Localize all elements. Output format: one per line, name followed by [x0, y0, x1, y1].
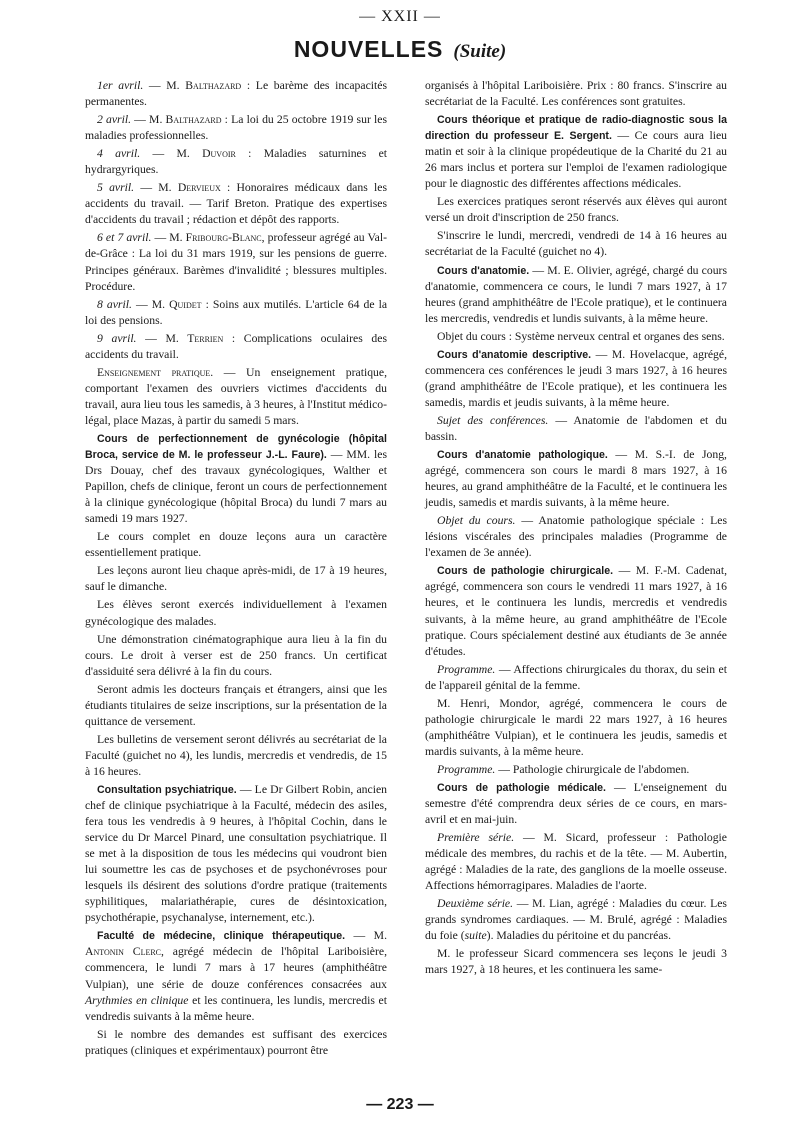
notice-paragraph: Cours d'anatomie descriptive. — M. Hovelacque, agrégé, commencera ces conférences le jeudi 3 mars 1927, à 16 heures (grand amphithéâtre de l'Ecole pratique), et les continuera les samedis, mardis et jeudis suivants, à la même heure.: [425, 347, 727, 409]
body-paragraph: Les exercices pratiques seront réservés aux élèves qui auront versé un droit d'inscription de 250 francs.: [425, 195, 727, 225]
schedule-entry: 5 avril. — M. Dervieux : Honoraires médicaux dans les accidents du travail. — Tarif Breton. Pratique des expertises d'accidents du travail ; rédaction et dépôt des rapports.: [85, 181, 387, 227]
roman-page-number: — XXII —: [359, 8, 441, 25]
notice-paragraph: Enseignement pratique. — Un enseignement pratique, comportant l'examen des ouvriers victimes d'accidents du travail, aura lieu tous les samedis, à 3 heures, à l'Institut médico-légal, place Mazas, à partir du samedi 5 mars.: [85, 365, 387, 427]
body-paragraph: Programme. — Affections chirurgicales du thorax, du sein et de l'appareil génital de la femme.: [425, 662, 727, 692]
body-paragraph: Les leçons auront lieu chaque après-midi, de 17 à 19 heures, sauf le dimanche.: [85, 564, 387, 594]
body-paragraph: Les bulletins de versement seront délivrés au secrétariat de la Faculté (guichet no 4), les lundis, mercredis et vendredis, de 15 à 16 heures.: [85, 732, 387, 778]
body-paragraph: Une démonstration cinématographique aura lieu à la fin du cours. Le droit à verser est de 250 francs. Un certificat d'assiduité sera délivré à la fin du cours.: [85, 632, 387, 678]
body-paragraph: Programme. — Pathologie chirurgicale de l'abdomen.: [437, 762, 690, 776]
notice-paragraph: Cours de pathologie médicale. — L'enseignement du semestre d'été comprendra deux séries de ce cours, en mars-avril et en mai-juin.: [425, 780, 727, 827]
notice-paragraph: Cours d'anatomie pathologique. — M. S.-I. de Jong, agrégé, commencera son cours le mardi 8 mars 1927, à 16 heures, au grand amphithéâtre de la Faculté, et le continuera les jeudis, samedis et mardis suivants, à la même heure.: [425, 448, 727, 510]
schedule-entry: 2 avril. — M. Balthazard : La loi du 25 octobre 1919 sur les maladies professionnelles.: [85, 113, 387, 143]
body-paragraph: Objet du cours : Système nerveux central et organes des sens.: [437, 329, 725, 343]
title-text: NOUVELLES: [293, 36, 444, 62]
notice-heading: Cours d'anatomie.: [437, 264, 530, 277]
notice-paragraph: Consultation psychiatrique. — Le Dr Gilbert Robin, ancien chef de clinique psychiatrique à la Faculté, médecin des asiles, fera tous les vendredis à 9 heures, à l'hôpital Cochin, dans le service du Dr Marcel Pinard, une consultation psychiatrique. Il se met à la disposition de tous les médecins qui voudront bien lui soumettre les cas de psychoses et de psychonévroses pour lesquels ils désirent des solutions d'ordre pratique (traitements syphilitiques, malariathérapie, cures de désintoxication, psychothérapie, psychanalyse, internement, etc.).: [85, 782, 387, 925]
notice-paragraph: Cours théorique et pratique de radio-diagnostic sous la direction du professeur E. Sergent. — Ce cours aura lieu matin et soir à la clinique propédeutique de la Charité du 21 au 26 mars inclus et portera sur l'emploi de l'examen radiologique pour le diagnostic des différentes affections médicales.: [425, 114, 727, 191]
right-column: [425, 78, 727, 981]
notice-heading: Cours d'anatomie descriptive.: [437, 348, 592, 361]
notice-heading: Cours théorique et pratique de radio-diagnostic sous la direction du professeur E. Sergent.: [425, 114, 727, 143]
notice-paragraph: Faculté de médecine, clinique thérapeutique. — M. Antonin Clerc, agrégé médecin de l'hôpital Lariboisière, commencera, le lundi 7 mars à 17 heures (amphithéâtre Vulpian), une série de douze conférences consacrées aux Arythmies en clinique et les continuera, les lundis, mercredis et vendredis suivants à la même heure.: [85, 929, 387, 1023]
notice-heading: Faculté de médecine, clinique thérapeutique.: [97, 930, 346, 943]
schedule-entry: 1er avril. — M. Balthazard : Le barème des incapacités permanentes.: [85, 79, 388, 109]
schedule-entry: 4 avril. — M. Duvoir : Maladies saturnines et hydrargyriques.: [85, 147, 388, 177]
body-paragraph: Objet du cours. — Anatomie pathologique spéciale : Les lésions viscérales des principales maladies (Programme de l'examen de 3e année).: [425, 514, 727, 560]
body-paragraph: M. le professeur Sicard commencera ses leçons le jeudi 3 mars 1927, à 18 heures, et les continuera les same-: [425, 947, 727, 977]
body-paragraph: S'inscrire le lundi, mercredi, vendredi de 14 à 16 heures au secrétariat de la Faculté (guichet no 4).: [425, 229, 727, 259]
body-paragraph: Sujet des conférences. — Anatomie de l'abdomen et du bassin.: [425, 413, 728, 443]
notice-heading: Cours d'anatomie pathologique.: [437, 449, 608, 462]
body-paragraph: organisés à l'hôpital Lariboisière. Prix : 80 francs. S'inscrire au secrétariat de la Faculté. Les conférences sont gratuites.: [425, 79, 727, 109]
notice-paragraph: Cours de perfectionnement de gynécologie (hôpital Broca, service de M. le professeur J.-L. Faure). — MM. les Drs Douay, chef des travaux gynécologiques, Walther et Papillon, chefs de clinique, feront un cours de perfectionnement à la clinique gynécologique (hôpital Broca) du lundi 7 mars au samedi 19 mars 1927.: [85, 432, 387, 526]
notice-heading: Consultation psychiatrique.: [97, 783, 237, 796]
body-paragraph: Première série. — M. Sicard, professeur : Pathologie médicale des membres, du rachis et de la tête. — M. Aubertin, agrégé : Maladies de la rate, des ganglions de la moelle osseuse. Affections hémorragipares. Maladies de l'aorte.: [425, 831, 727, 893]
schedule-entry: 8 avril. — M. Quidet : Soins aux mutilés. L'article 64 de la loi des pensions.: [85, 297, 388, 327]
notice-paragraph: Cours d'anatomie. — M. E. Olivier, agrégé, chargé du cours d'anatomie, commencera ce cours, le lundi 7 mars 1927, à 17 heures (grand amphithéâtre de l'Ecole pratique), et le continuera les mercredis, vendredis et lundis suivants, à la même heure.: [425, 263, 727, 325]
body-paragraph: Le cours complet en douze leçons aura un caractère essentiellement pratique.: [85, 530, 387, 560]
notice-paragraph: Cours de pathologie chirurgicale. — M. F.-M. Cadenat, agrégé, commencera son cours le vendredi 11 mars 1927, à 16 heures, et le continuera les lundis, mercredis et vendredis suivants, à la même heure, au grand amphithéâtre de l'Ecole pratique. Cours spécialement destiné aux étudiants de 3e année d'études.: [425, 564, 727, 658]
schedule-entry: 9 avril. — M. Terrien : Complications oculaires des accidents du travail.: [85, 331, 388, 361]
schedule-entry: 6 et 7 avril. — M. Fribourg-Blanc, professeur agrégé au Val-de-Grâce : La loi du 31 mars 1919, sur les pensions de guerre. Principes généraux. Barèmes d'invalidité ; blessures multiples. Procédure.: [85, 231, 387, 293]
notice-heading: Cours de pathologie médicale.: [437, 781, 606, 794]
notice-heading: Cours de perfectionnement de gynécologie (hôpital Broca, service de M. le professeur J.-L. Faure).: [85, 432, 387, 462]
page-number: — 223 —: [366, 1096, 434, 1113]
body-paragraph: Seront admis les docteurs français et étrangers, ainsi que les étudiants titulaires de seize inscriptions, sur la présentation de la quittance de versement.: [85, 682, 387, 728]
section-title: [0, 36, 800, 63]
body-paragraph: Les élèves seront exercés individuellement à l'examen gynécologique des malades.: [85, 598, 387, 628]
notice-heading: Cours de pathologie chirurgicale.: [437, 565, 614, 578]
body-paragraph: Deuxième série. — M. Lian, agrégé : Maladies du cœur. Les grands syndromes cardiaques. — M. Brulé, agrégé : Maladies du foie (suite). Maladies du péritoine et du pancréas.: [425, 897, 727, 943]
title-suite: (Suite): [453, 41, 507, 62]
body-paragraph: M. Henri, Mondor, agrégé, commencera le cours de pathologie chirurgicale le mardi 22 mars 1927, à 16 heures (amphithéâtre Vulpian), et le continuera les jeudis, samedis et mardis suivants, à la même heure.: [425, 696, 727, 758]
body-paragraph: Si le nombre des demandes est suffisant des exercices pratiques (cliniques et expérimentaux) pourront être: [85, 1027, 387, 1057]
left-column: [85, 78, 387, 1061]
